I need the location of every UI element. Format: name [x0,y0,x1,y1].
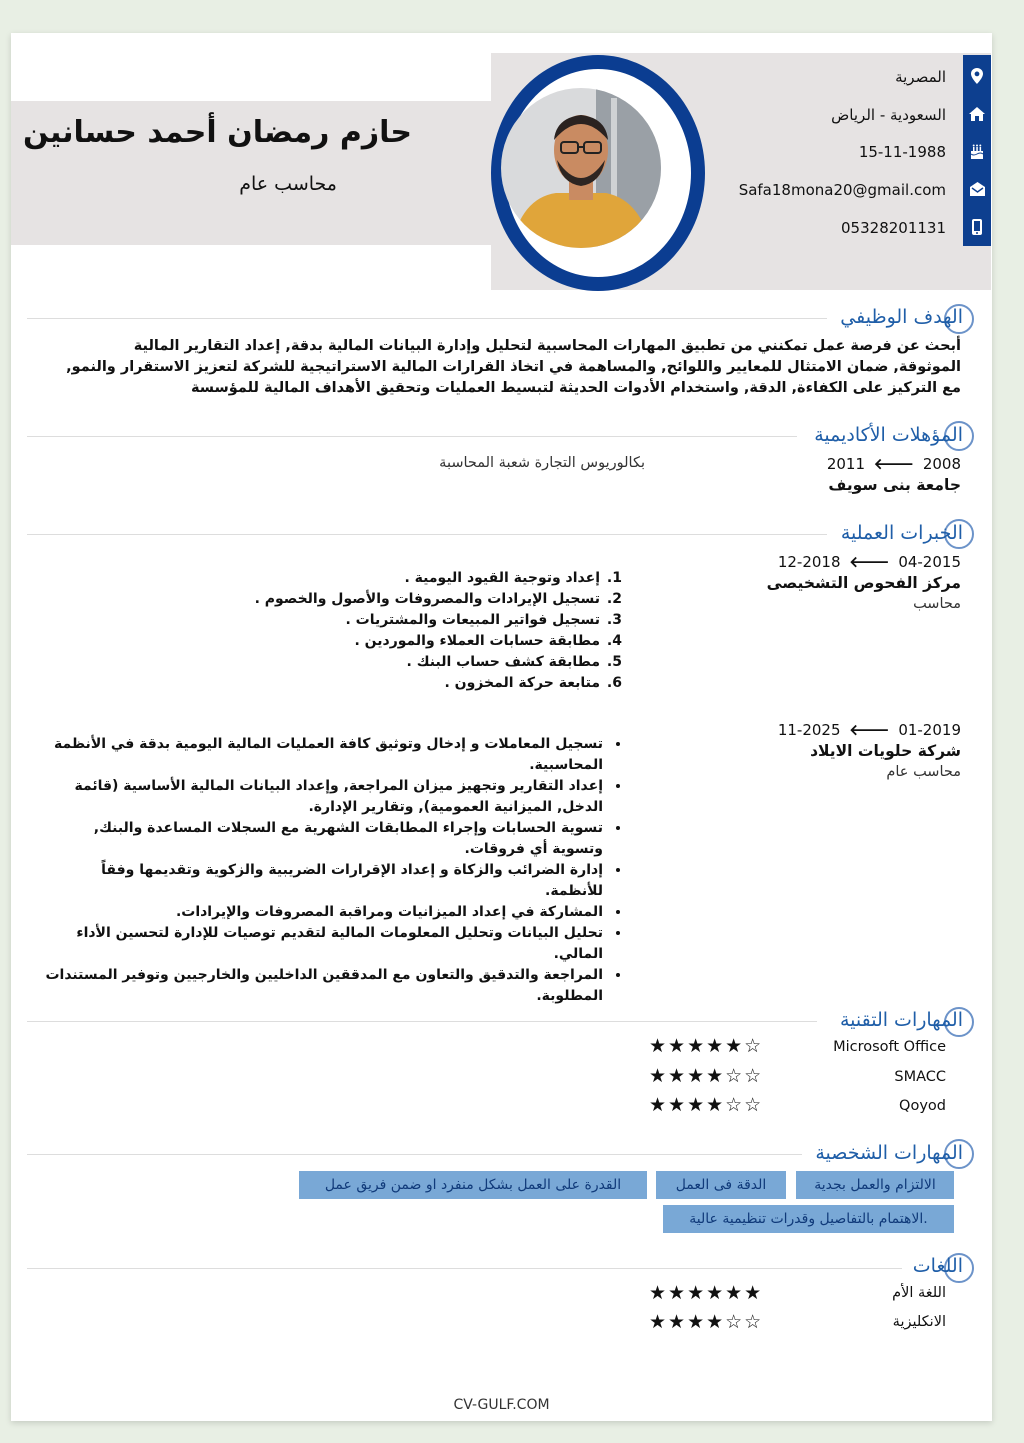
job-2-dates [778,720,961,739]
job-1-start: 04-2015 [898,553,961,571]
job-title: محاسب عام [239,173,337,195]
list-item: • إعداد التقارير وتجهيز ميزان المراجعة, وإعداد البيانات المالية الأساسية (قائمة الدخل, الميزانية العمومية), وتقارير الإدارة. [45,776,605,818]
tech-skill-name: SMACC [894,1069,946,1085]
education-degree: بكالوريوس التجارة شعبة المحاسبة [439,455,645,471]
list-item: • تسجيل المعاملات و إدخال وتوثيق كافة العمليات المالية اليومية بدقة في الأنظمة المحاسبية. [45,734,605,776]
languages-divider [27,1268,902,1269]
skill-tag: الالتزام والعمل بجدية [796,1171,954,1199]
list-item: 4. مطابقة حسابات العملاء والموردين . [182,631,602,652]
job-2-company: شركة حلويات الايلاد [810,742,961,760]
home-icon [963,102,991,126]
location-pin-icon [963,64,991,88]
list-item: • تسوية الحسابات وإجراء المطابقات الشهرية مع السجلات المساعدة والبنك, وتسوية أي فروقات. [45,818,605,860]
skill-tag: الدقة فى العمل [656,1171,786,1199]
language-name: اللغة الأم [892,1285,946,1301]
language-stars: ★★★★★★ [649,1282,764,1304]
personal-skills-divider [27,1154,802,1155]
arrow-left-icon: 🡐 [873,455,915,473]
education-divider [27,436,797,437]
arrow-left-icon: 🡐 [849,721,890,739]
tech-skills-heading: المهارات التقنية [839,1009,963,1031]
education-start: 2008 [922,455,961,473]
skill-tag: الاهتمام بالتفاصيل وقدرات تنظيمية عالية. [663,1205,954,1233]
profile-photo-illustration [501,88,661,248]
list-item: 2. تسجيل الإيرادات والمصروفات والأصول والخصوم . [182,589,602,610]
job-2-duties [45,734,627,1007]
mobile-phone-icon [963,215,991,239]
list-item: 5. مطابقة كشف حساب البنك . [182,652,602,673]
tech-skill-stars: ★★★★☆☆ [649,1065,764,1087]
full-name: حازم رمضان أحمد حسانين [22,115,412,150]
job-1-company: مركز الفحوص التشخيصى [766,574,961,592]
email-icon [963,177,991,201]
tech-skill-stars: ★★★★☆☆ [649,1094,764,1116]
skill-tag: القدرة على العمل بشكل منفرد او ضمن فريق عمل [299,1171,647,1199]
objective-divider [27,318,827,319]
contact-phone[interactable]: 05328201131 [841,219,946,237]
list-item: 6. متابعة حركة المخزون . [182,673,602,694]
list-item: • المراجعة والتدقيق والتعاون مع المدققين الداخليين والخارجيين وتوفير المستندات المطلوبة. [45,965,605,1007]
list-item: • إدارة الضرائب والزكاة و إعداد الإقرارات الضريبية والزكوية وتقديمها وفقاً للأنظمة. [45,860,605,902]
tech-skills-divider [27,1021,817,1022]
education-school: جامعة بنى سويف [828,476,961,494]
resume-page [11,33,992,1421]
birthday-cake-icon [963,139,991,163]
tech-skill-stars: ★★★★★☆ [649,1035,764,1057]
tech-skill-name: Qoyod [899,1098,946,1114]
objective-heading: الهدف الوظيفي [840,306,963,328]
education-dates [827,454,961,473]
footer-website[interactable]: CV-GULF.COM [453,1397,550,1413]
education-heading: المؤهلات الأكاديمية [814,424,963,446]
job-2-role: محاسب عام [886,764,961,780]
job-1-end: 12-2018 [777,553,841,571]
language-name: الانكليزية [892,1314,946,1330]
job-2-end: 11-2025 [777,721,841,739]
contact-address: السعودية - الرياض [831,106,946,124]
experience-divider [27,534,827,535]
language-stars: ★★★★☆☆ [649,1311,764,1333]
languages-heading: اللغات [912,1255,963,1277]
list-item: • تحليل البيانات وتحليل المعلومات المالية لتقديم توصيات للإدارة لتحسين الأداء المالي. [45,923,605,965]
tech-skill-name: Microsoft Office [833,1039,946,1055]
arrow-left-icon: 🡐 [849,553,890,571]
job-1-role: محاسب [913,596,961,612]
profile-photo [501,88,661,248]
personal-skills-heading: المهارات الشخصية [815,1142,963,1164]
list-item: • المشاركة في إعداد الميزانيات ومراقبة المصروفات والإيرادات. [45,902,605,923]
experience-heading: الخبرات العملية [840,522,963,544]
contact-email[interactable]: Safa18mona20@gmail.com [738,181,946,199]
job-1-duties [182,568,622,694]
contact-nationality: المصرية [895,68,946,86]
objective-text: أبحث عن فرصة عمل تمكنني من تطبيق المهارات المحاسبية لتحليل وإدارة البيانات المالية بدقة, إعداد التقارير المالية الموثوقة, ضمان الامتثال للمعايير واللوائح, والمساهمة في اتخاذ القرارات المالية الاستراتيجية للشركة لتعزيز الاستقرار والنمو, مع التركيز على الكفاءة, الدقة, واستخدام الأدوات الحديثة لتبسيط العمليات وتحقيق الأهداف المالية للمؤسسة [66,338,961,396]
job-2-start: 01-2019 [898,721,961,739]
list-item: 1. إعداد وتوجية القيود اليومية . [182,568,602,589]
list-item: 3. تسجيل فواتير المبيعات والمشتريات . [182,610,602,631]
contact-birthdate: 15-11-1988 [858,143,946,161]
education-end: 2011 [826,455,866,473]
job-1-dates [778,552,961,571]
